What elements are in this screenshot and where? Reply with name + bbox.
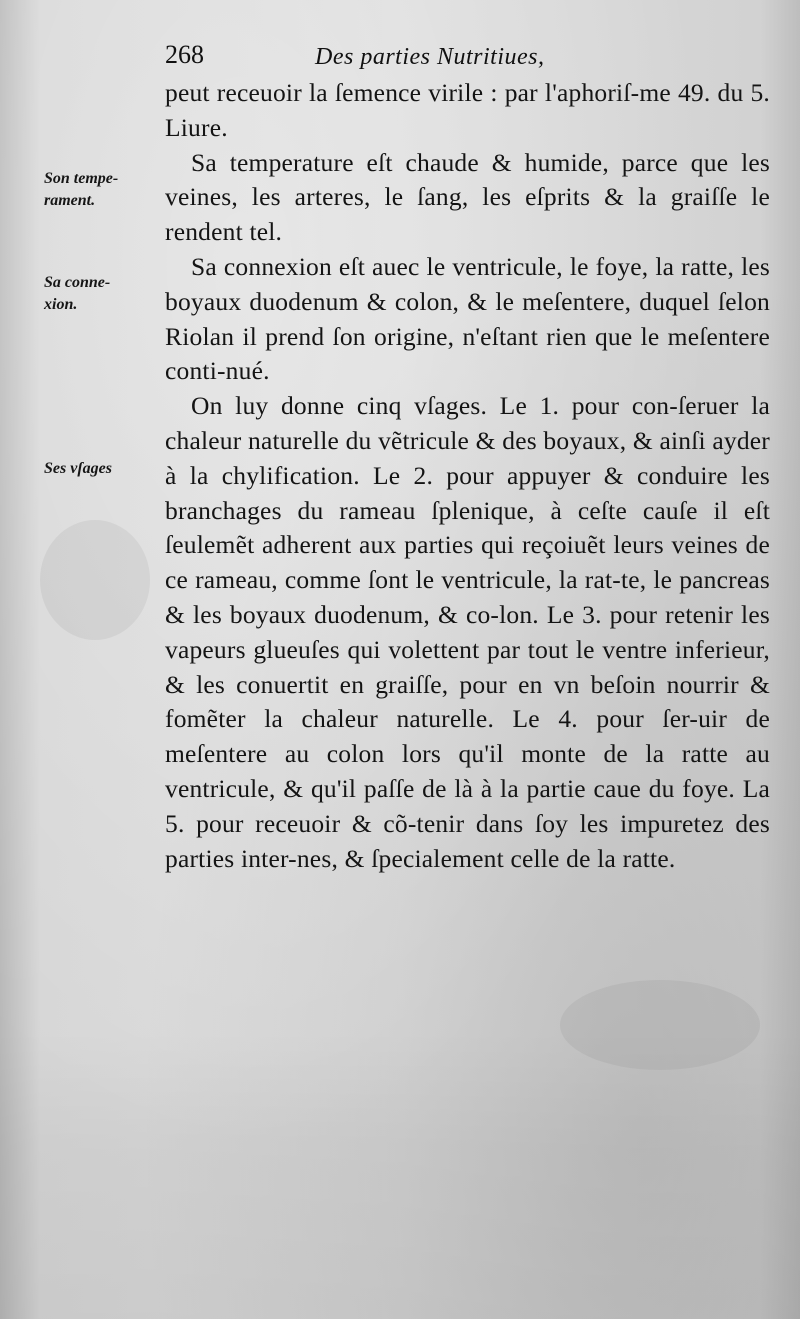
paragraph-connexion: Sa connexion eſt auec le ventricule, le foye, la ratte, les boyaux duodenum & colon, & le meſentere, duquel ſelon Riolan il prend ſon origine, n'eſtant rien que le meſentere conti-nué. bbox=[165, 251, 770, 386]
margin-note-connexion: Sa conne- xion. bbox=[44, 274, 111, 313]
page-number: 268 bbox=[165, 40, 204, 69]
paragraph-temperament: Sa temperature eſt chaude & humide, parce que les veines, les arteres, le ſang, les eſprits & la graiſſe le rendent tel. bbox=[165, 147, 770, 247]
paragraph-continuation: peut receuoir la ſemence virile : par l'aphoriſ-me 49. du 5. Liure. bbox=[165, 78, 770, 142]
margin-note-temperament: Son tempe- rament. bbox=[44, 170, 119, 209]
show-through-area bbox=[0, 1030, 800, 1319]
body-text bbox=[165, 76, 770, 876]
margin-note-vsages: Ses vſages bbox=[44, 460, 112, 477]
running-title: Des parties Nutritiues, bbox=[315, 44, 545, 70]
running-head bbox=[165, 40, 770, 80]
paper-stain bbox=[40, 520, 150, 640]
paragraph-vsages: On luy donne cinq vſages. Le 1. pour con-ſeruer la chaleur naturelle du vẽtricule & des boyaux, & ainſi ayder à la chylification. Le 2. pour appuyer & conduire les branchages du rameau ſplenique, à ceſte cauſe il eſt ſeulemẽt adherent aux parties qui reçoiuẽt leurs veines de ce rameau, comme ſont le ventricule, la rat-te, le pancreas & les boyaux duodenum, & co-lon. Le 3. pour retenir les vapeurs glueuſes qui volettent par tout le ventre inferieur, & les conuertit en graiſſe, pour en vn beſoin nourrir & fomẽter la chaleur naturelle. Le 4. pour ſer-uir de meſentere au colon lors qu'il monte de la ratte au ventricule, & qu'il paſſe de là à la partie caue du foye. La 5. pour receuoir & cõ-tenir dans ſoy les impuretez des parties inter-nes, & ſpecialement celle de la ratte. bbox=[165, 391, 770, 873]
